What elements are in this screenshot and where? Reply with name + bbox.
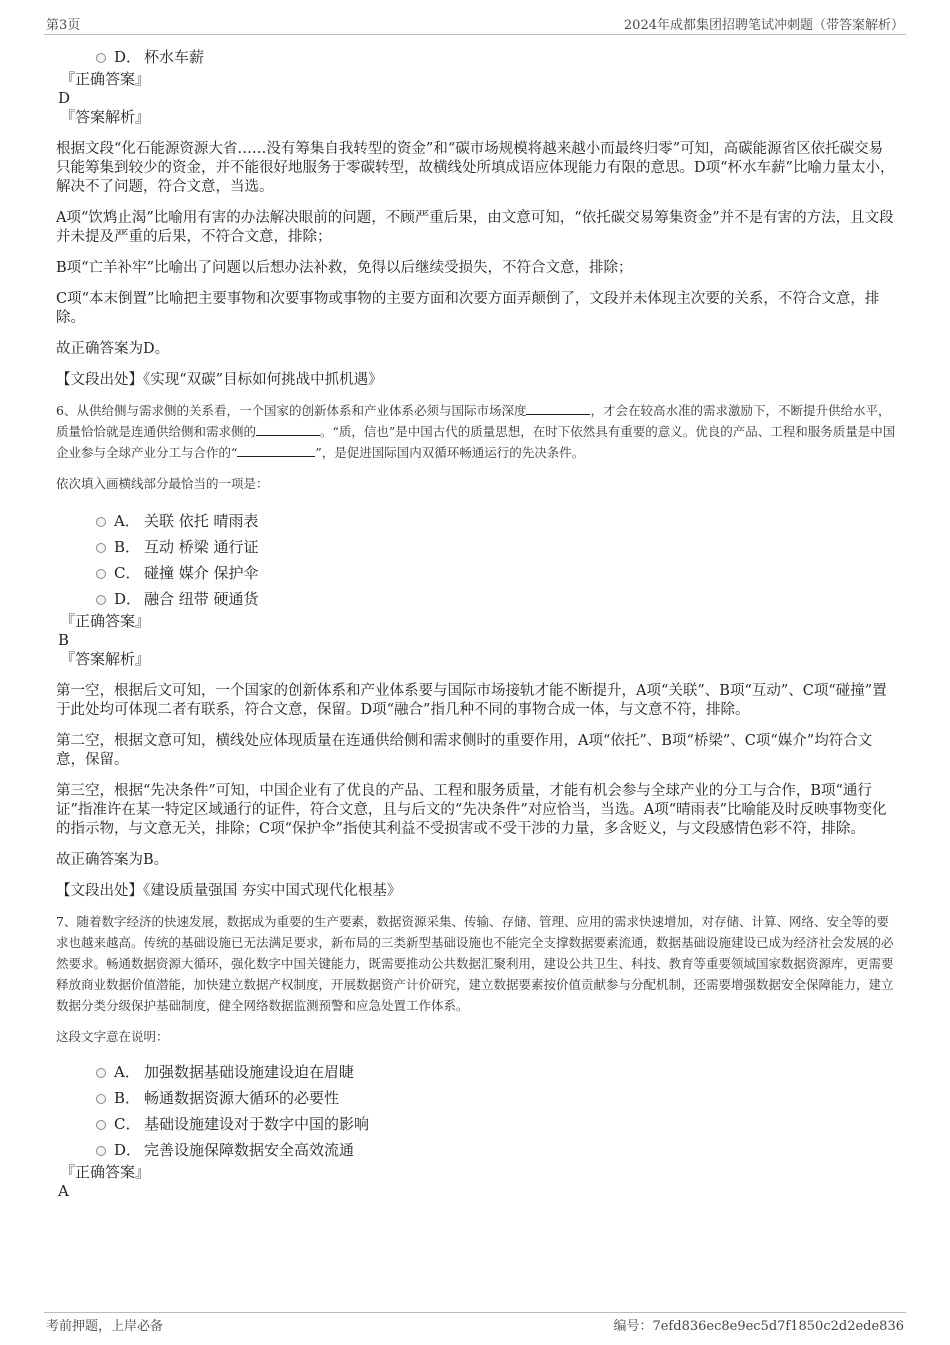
option-letter: D． [114,590,142,608]
correct-answer-label: 『正确答案』 [60,1163,151,1181]
option-letter: C． [114,564,141,582]
option-text: 互动 桥梁 通行证 [144,538,259,556]
page-footer [44,1312,906,1335]
radio-icon[interactable] [96,1068,106,1078]
q5-analysis-1: 根据文段“化石能源资源大省……没有筹集自我转型的资金”和“碳市场规模将越来越小而最终归零”可知，高碳能源省区依托碳交易只能筹集到较少的资金，并不能很好地服务于零碳转型，故横线处所填成语应体现能力有限的意思。D项“杯水车薪”比喻力量太小，解决不了问题，符合文意，当选。 [56,141,895,195]
q5-analysis-3: B项“亡羊补牢”比喻出了问题以后想办法补救，免得以后继续受损失，不符合文意，排除； [56,260,633,276]
q6-stem-part: ”，是促进国际国内双循环畅通运行的先决条件。 [315,445,585,460]
page-number: 第3页 [46,18,81,33]
q6-source: 【文段出处】《建设质量强国 夯实中国式现代化根基》 [56,883,402,899]
option-letter: C． [114,1115,141,1133]
option-text: 杯水车薪 [144,48,205,66]
blank-line [237,444,315,457]
option-letter: D． [114,48,142,66]
q6-stem-part: 。“质，信也”是中国古代的质量思想，在时下依然具有重要的意义。优良的产品、工程和服务质量是中国企业参与全球产业分工与合作的“ [56,424,896,460]
q6-analysis-2: 第二空，根据文意可知，横线处应体现质量在连通供给侧和需求侧时的重要作用，A项“依托”、B项“桥梁”、C项“媒介”均符合文意，保留。 [56,733,873,768]
q5-option-d[interactable] [56,44,896,70]
page-header [44,14,906,35]
footer-slogan: 考前押题，上岸必备 [46,1319,164,1334]
radio-icon[interactable] [96,1120,106,1130]
option-letter: D． [114,1141,142,1159]
analysis-label: 『答案解析』 [60,108,151,126]
option-letter: A． [114,512,140,530]
q7-prompt: 这段文字意在说明： [56,1029,169,1044]
q7-stem: 7、随着数字经济的快速发展，数据成为重要的生产要素，数据资源采集、传输、存储、管理、应用的需求快速增加，对存储、计算、网络、安全等的要求也越来越高。传统的基础设施已无法满足要求，新布局的三类新型基础设施也不能完全支撑数据要素流通，数据基础设施建设已成为经济社会发展的必然要求。畅通数据资源大循环，强化数字中国关键能力，既需要推动公共数据汇聚利用，建设公共卫生、科技、教育等重要领域国家数据资源库，更需要释放商业数据价值潜能，加快建立数据产权制度，开展数据资产计价研究，建立数据要素按价值贡献参与分配机制，还需要增强数据安全保障能力，建立数据分类分级保护基础制度，健全网络数据监测预警和应急处置工作体系。 [56,914,894,1013]
radio-icon[interactable] [96,1094,106,1104]
option-text: 加强数据基础设施建设迫在眉睫 [144,1063,355,1081]
option-text: 完善设施保障数据安全高效流通 [144,1141,355,1159]
q6-option-d[interactable] [56,586,896,612]
q6-analysis-1: 第一空，根据后文可知，一个国家的创新体系和产业体系要与国际市场接轨才能不断提升，A项“关联”、B项“互动”、C项“碰撞”置于此处均可体现二者有联系，符合文意，保留。D项“融合”指几种不同的事物合成一体，与文意不符，排除。 [56,683,887,718]
option-letter: A． [114,1063,140,1081]
q7-option-d[interactable] [56,1137,896,1163]
document-id: 编号：7efd836ec8e9ec5d7f1850c2d2ede836 [613,1319,904,1334]
q7-option-a[interactable] [56,1059,896,1085]
q6-prompt: 依次填入画横线部分最恰当的一项是： [56,476,269,491]
correct-answer-label: 『正确答案』 [60,70,151,88]
q7-option-b[interactable] [56,1085,896,1111]
correct-answer-label: 『正确答案』 [60,612,151,630]
radio-icon[interactable] [96,517,106,527]
q7-options [56,1059,896,1163]
q6-option-a[interactable] [56,508,896,534]
radio-icon[interactable] [96,53,106,63]
q7-option-c[interactable] [56,1111,896,1137]
option-text: 碰撞 媒介 保护伞 [144,564,259,582]
document-title: 2024年成都集团招聘笔试冲刺题（带答案解析） [623,18,904,33]
q6-analysis-4: 故正确答案为B。 [56,852,169,868]
q6-option-c[interactable] [56,560,896,586]
q5-analysis-5: 故正确答案为D。 [56,341,170,357]
q7-answer: A [58,1182,69,1200]
option-letter: B． [114,1089,141,1107]
q5-source: 【文段出处】《实现“双碳”目标如何挑战中抓机遇》 [56,372,383,388]
q5-analysis-2: A项“饮鸩止渴”比喻用有害的办法解决眼前的问题，不顾严重后果，由文意可知，“依托碳交易筹集资金”并不是有害的方法，且文段并未提及严重的后果，不符合文意，排除； [56,210,894,245]
q6-stem [56,400,896,463]
option-letter: B． [114,538,141,556]
radio-icon[interactable] [96,1146,106,1156]
option-text: 融合 纽带 硬通货 [144,590,259,608]
q6-stem-part: ，才会在较高水准的需求激励下，不断提升供给水平，质量恰恰就是连通供给侧和需求侧的 [56,403,891,439]
radio-icon[interactable] [96,543,106,553]
analysis-label: 『答案解析』 [60,650,151,668]
blank-line [526,402,590,415]
option-text: 基础设施建设对于数字中国的影响 [144,1115,370,1133]
page-content [56,40,896,1201]
radio-icon[interactable] [96,595,106,605]
q5-answer: D [58,89,71,107]
option-text: 关联 依托 晴雨表 [144,512,259,530]
q6-analysis-3: 第三空，根据“先决条件”可知，中国企业有了优良的产品、工程和服务质量，才能有机会参与全球产业的分工与合作，B项“通行证”指准许在某一特定区域通行的证件，符合文意，且与后文的“先决条件”对应恰当，当选。A项“晴雨表”比喻能及时反映事物变化的指示物，与文意无关，排除；C项“保护伞”指使其利益不受损害或不受干涉的力量，多含贬义，与文段感情色彩不符，排除。 [56,783,887,837]
option-text: 畅通数据资源大循环的必要性 [144,1089,340,1107]
q6-answer: B [58,631,70,649]
q6-option-b[interactable] [56,534,896,560]
q6-stem-part: 6、从供给侧与需求侧的关系看，一个国家的创新体系和产业体系必须与国际市场深度 [56,403,527,418]
blank-line [256,423,320,436]
q5-analysis-4: C项“本末倒置”比喻把主要事物和次要事物或事物的主要方面和次要方面弄颠倒了，文段并未体现主次要的关系，不符合文意，排除。 [56,291,880,326]
radio-icon[interactable] [96,569,106,579]
q6-options [56,508,896,612]
